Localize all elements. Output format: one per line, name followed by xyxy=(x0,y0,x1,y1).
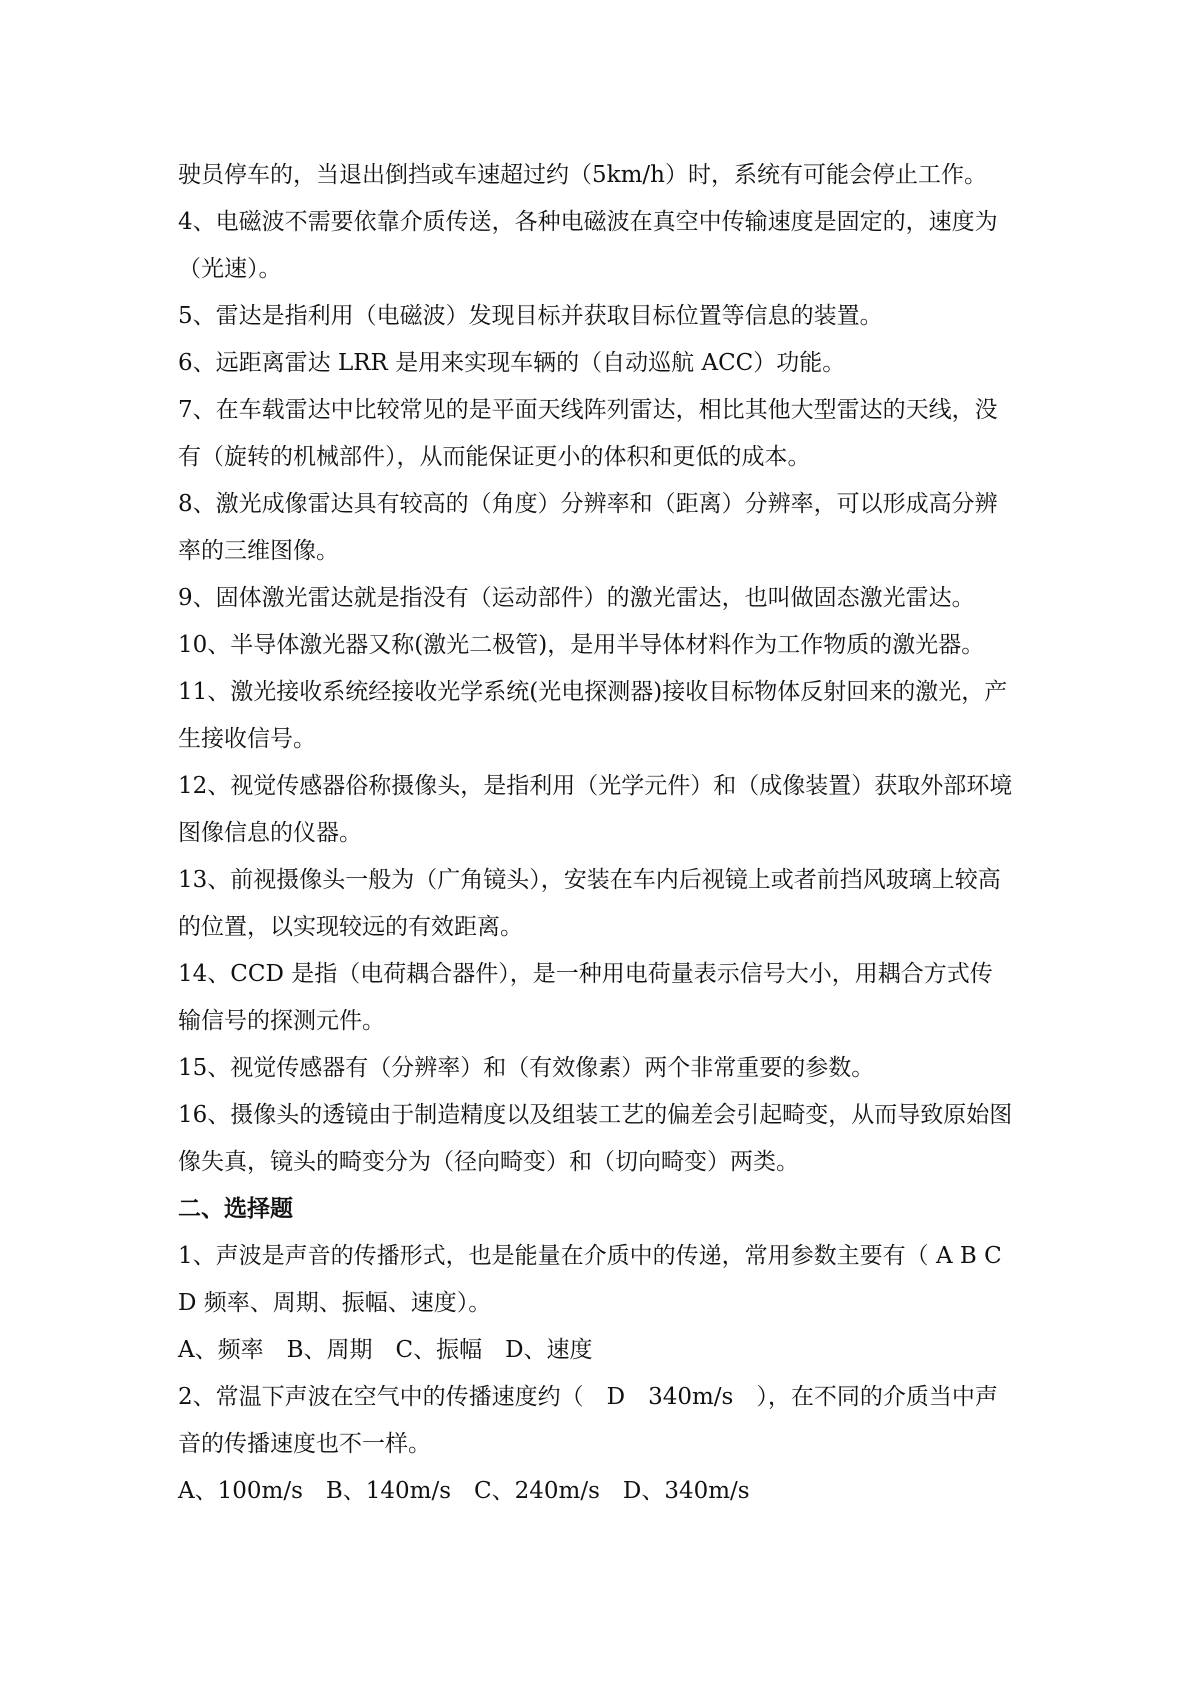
fill-blank-item-10: 10、半导体激光器又称(激光二极管)，是用半导体材料作为工作物质的激光器。 xyxy=(178,632,985,658)
fill-blank-item-15: 15、视觉传感器有（分辨率）和（有效像素）两个非常重要的参数。 xyxy=(178,1055,875,1081)
fill-blank-item-14: 14、CCD 是指（电荷耦合器件），是一种用电荷量表示信号大小，用耦合方式传输信号的探测元件。 xyxy=(178,961,993,1034)
fill-blank-item-8: 8、激光成像雷达具有较高的（角度）分辨率和（距离）分辨率，可以形成高分辨率的三维图像。 xyxy=(178,491,998,564)
fill-blank-item-9: 9、固体激光雷达就是指没有（运动部件）的激光雷达，也叫做固态激光雷达。 xyxy=(178,585,975,611)
fill-blank-item-16: 16、摄像头的透镜由于制造精度以及组装工艺的偏差会引起畸变，从而导致原始图像失真，镜头的畸变分为（径向畸变）和（切向畸变）两类。 xyxy=(178,1102,1013,1175)
fill-blank-item-6: 6、远距离雷达 LRR 是用来实现车辆的（自动巡航 ACC）功能。 xyxy=(178,350,846,376)
fill-blank-item-4: 4、电磁波不需要依靠介质传送，各种电磁波在真空中传输速度是固定的，速度为（光速）。 xyxy=(178,209,998,282)
choice-question-1: 1、声波是声音的传播形式，也是能量在介质中的传递，常用参数主要有（ A B C D 频率、周期、振幅、速度）。 xyxy=(178,1243,1002,1316)
fill-blank-item-7: 7、在车载雷达中比较常见的是平面天线阵列雷达，相比其他大型雷达的天线，没有（旋转的机械部件），从而能保证更小的体积和更低的成本。 xyxy=(178,397,998,470)
fill-blank-item-11: 11、激光接收系统经接收光学系统(光电探测器)接收目标物体反射回来的激光，产生接收信号。 xyxy=(178,679,1008,752)
paragraph-continuation: 驶员停车的，当退出倒挡或车速超过约（5km/h）时，系统有可能会停止工作。 xyxy=(178,162,987,188)
choice-options-1: A、频率 B、周期 C、振幅 D、速度 xyxy=(178,1337,593,1363)
choice-options-2: A、100m/s B、140m/s C、240m/s D、340m/s xyxy=(178,1478,750,1504)
section-heading-choice: 二、选择题 xyxy=(178,1196,293,1222)
fill-blank-item-5: 5、雷达是指利用（电磁波）发现目标并获取目标位置等信息的装置。 xyxy=(178,303,883,329)
fill-blank-item-12: 12、视觉传感器俗称摄像头，是指利用（光学元件）和（成像装置）获取外部环境图像信息的仪器。 xyxy=(178,773,1013,846)
choice-question-2: 2、常温下声波在空气中的传播速度约（ D 340m/s ），在不同的介质当中声音的传播速度也不一样。 xyxy=(178,1384,998,1457)
fill-blank-item-13: 13、前视摄像头一般为（广角镜头），安装在车内后视镜上或者前挡风玻璃上较高的位置，以实现较远的有效距离。 xyxy=(178,867,1001,940)
